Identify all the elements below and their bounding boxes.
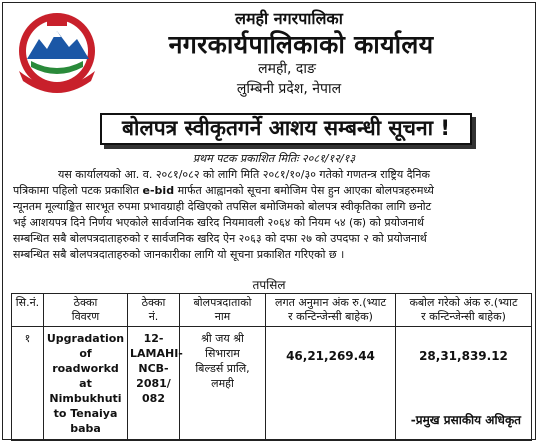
paragraph-line: भई आशयपत्र दिने निर्णय भएकोले सार्वजनिक खरिद नियमावली २०६४ को नियम ५४ (क) को प्रयोजनार्थ [13,216,424,229]
col-header-description: ठेक्का विवरण [44,294,128,327]
notice-paragraph [13,167,529,263]
notice-title: बोलपत्र स्वीकृतगर्ने आशय सम्बन्धी सूचना ! [100,113,472,145]
paragraph-line: न्यूनतम मूल्याङ्कित सारभूत रुपमा प्रभावग्राही देखिएको तपसिल बमोजिमको बोलपत्र स्वीकृतिका लागि छनोट [13,200,432,213]
province-name: लुम्बिनी प्रदेश, नेपाल [236,81,342,97]
col-header-bid-amount: कबोल गरेको अंक रु.(भ्याट र कन्टिन्जेन्सी बाहेक) [396,294,532,327]
cell-sn: १ [12,327,44,441]
paragraph-text: मार्फत आह्वानको सूचना बमोजिम पेस हुन आएका बोलपत्रहरुमध्ये [174,184,434,197]
paragraph-line: सम्बन्धित सबै बोलपत्रदाताहरुको जानकारीका लागि यो सूचना प्रकाशित गरिएको छ । [13,248,345,261]
cell-estimate: 46,21,269.44 [266,327,396,441]
table-header-row [12,294,532,327]
office-location: लमही, दाङ [258,61,316,77]
col-header-bidder: बोलपत्रदाताको नाम [180,294,266,327]
col-header-contract-no: ठेक्का नं. [128,294,180,327]
paragraph-line: यस कार्यालयको आ. व. २०८१/०८२ को लागि मिति २०८१/१०/३० गतेको गणतन्त्र राष्ट्रिय दैनिक [58,168,430,181]
cell-contract-no: 12- LAMAHI- NCB- 2081/ 082 [128,327,180,441]
notice-page [2,2,536,440]
schedule-heading: तपसिल [252,278,286,292]
cell-bid-amount: 28,31,839.12 [396,327,532,441]
col-header-estimate: लगत अनुमान अंक रु.(भ्याट र कन्टिन्जेन्सी बाहेक) [266,294,396,327]
office-name: नगरकार्यपालिकाको कार्यालय [168,30,434,59]
municipality-name: लमही नगरपालिका [235,9,343,28]
paragraph-line: सम्बन्धित सबै बोलपत्रदाताहरुको र सार्वजनिक खरिद ऐन २०६३ को दफा २७ को उपदफा २ को प्रयोजनार्थ [13,232,427,245]
ebid-term: e-bid [142,184,175,197]
cell-description: Upgradation of roadworkd at Nimbukhuti to Tenaiya baba [44,327,128,441]
paragraph-line [13,183,529,199]
paragraph-text: पत्रिकामा पहिलो पटक प्रकाशित [13,184,143,197]
signatory-title: -प्रमुख प्रसाकीय अधिकृत [410,413,521,427]
cell-bidder: श्री जय श्री सिभाराम बिल्डर्स प्रालि, लमही [180,327,266,441]
col-header-sn: सि.नं. [12,294,44,327]
publication-date: प्रथम पटक प्रकाशित मितिः २०८१/१२/१३ [192,152,356,165]
